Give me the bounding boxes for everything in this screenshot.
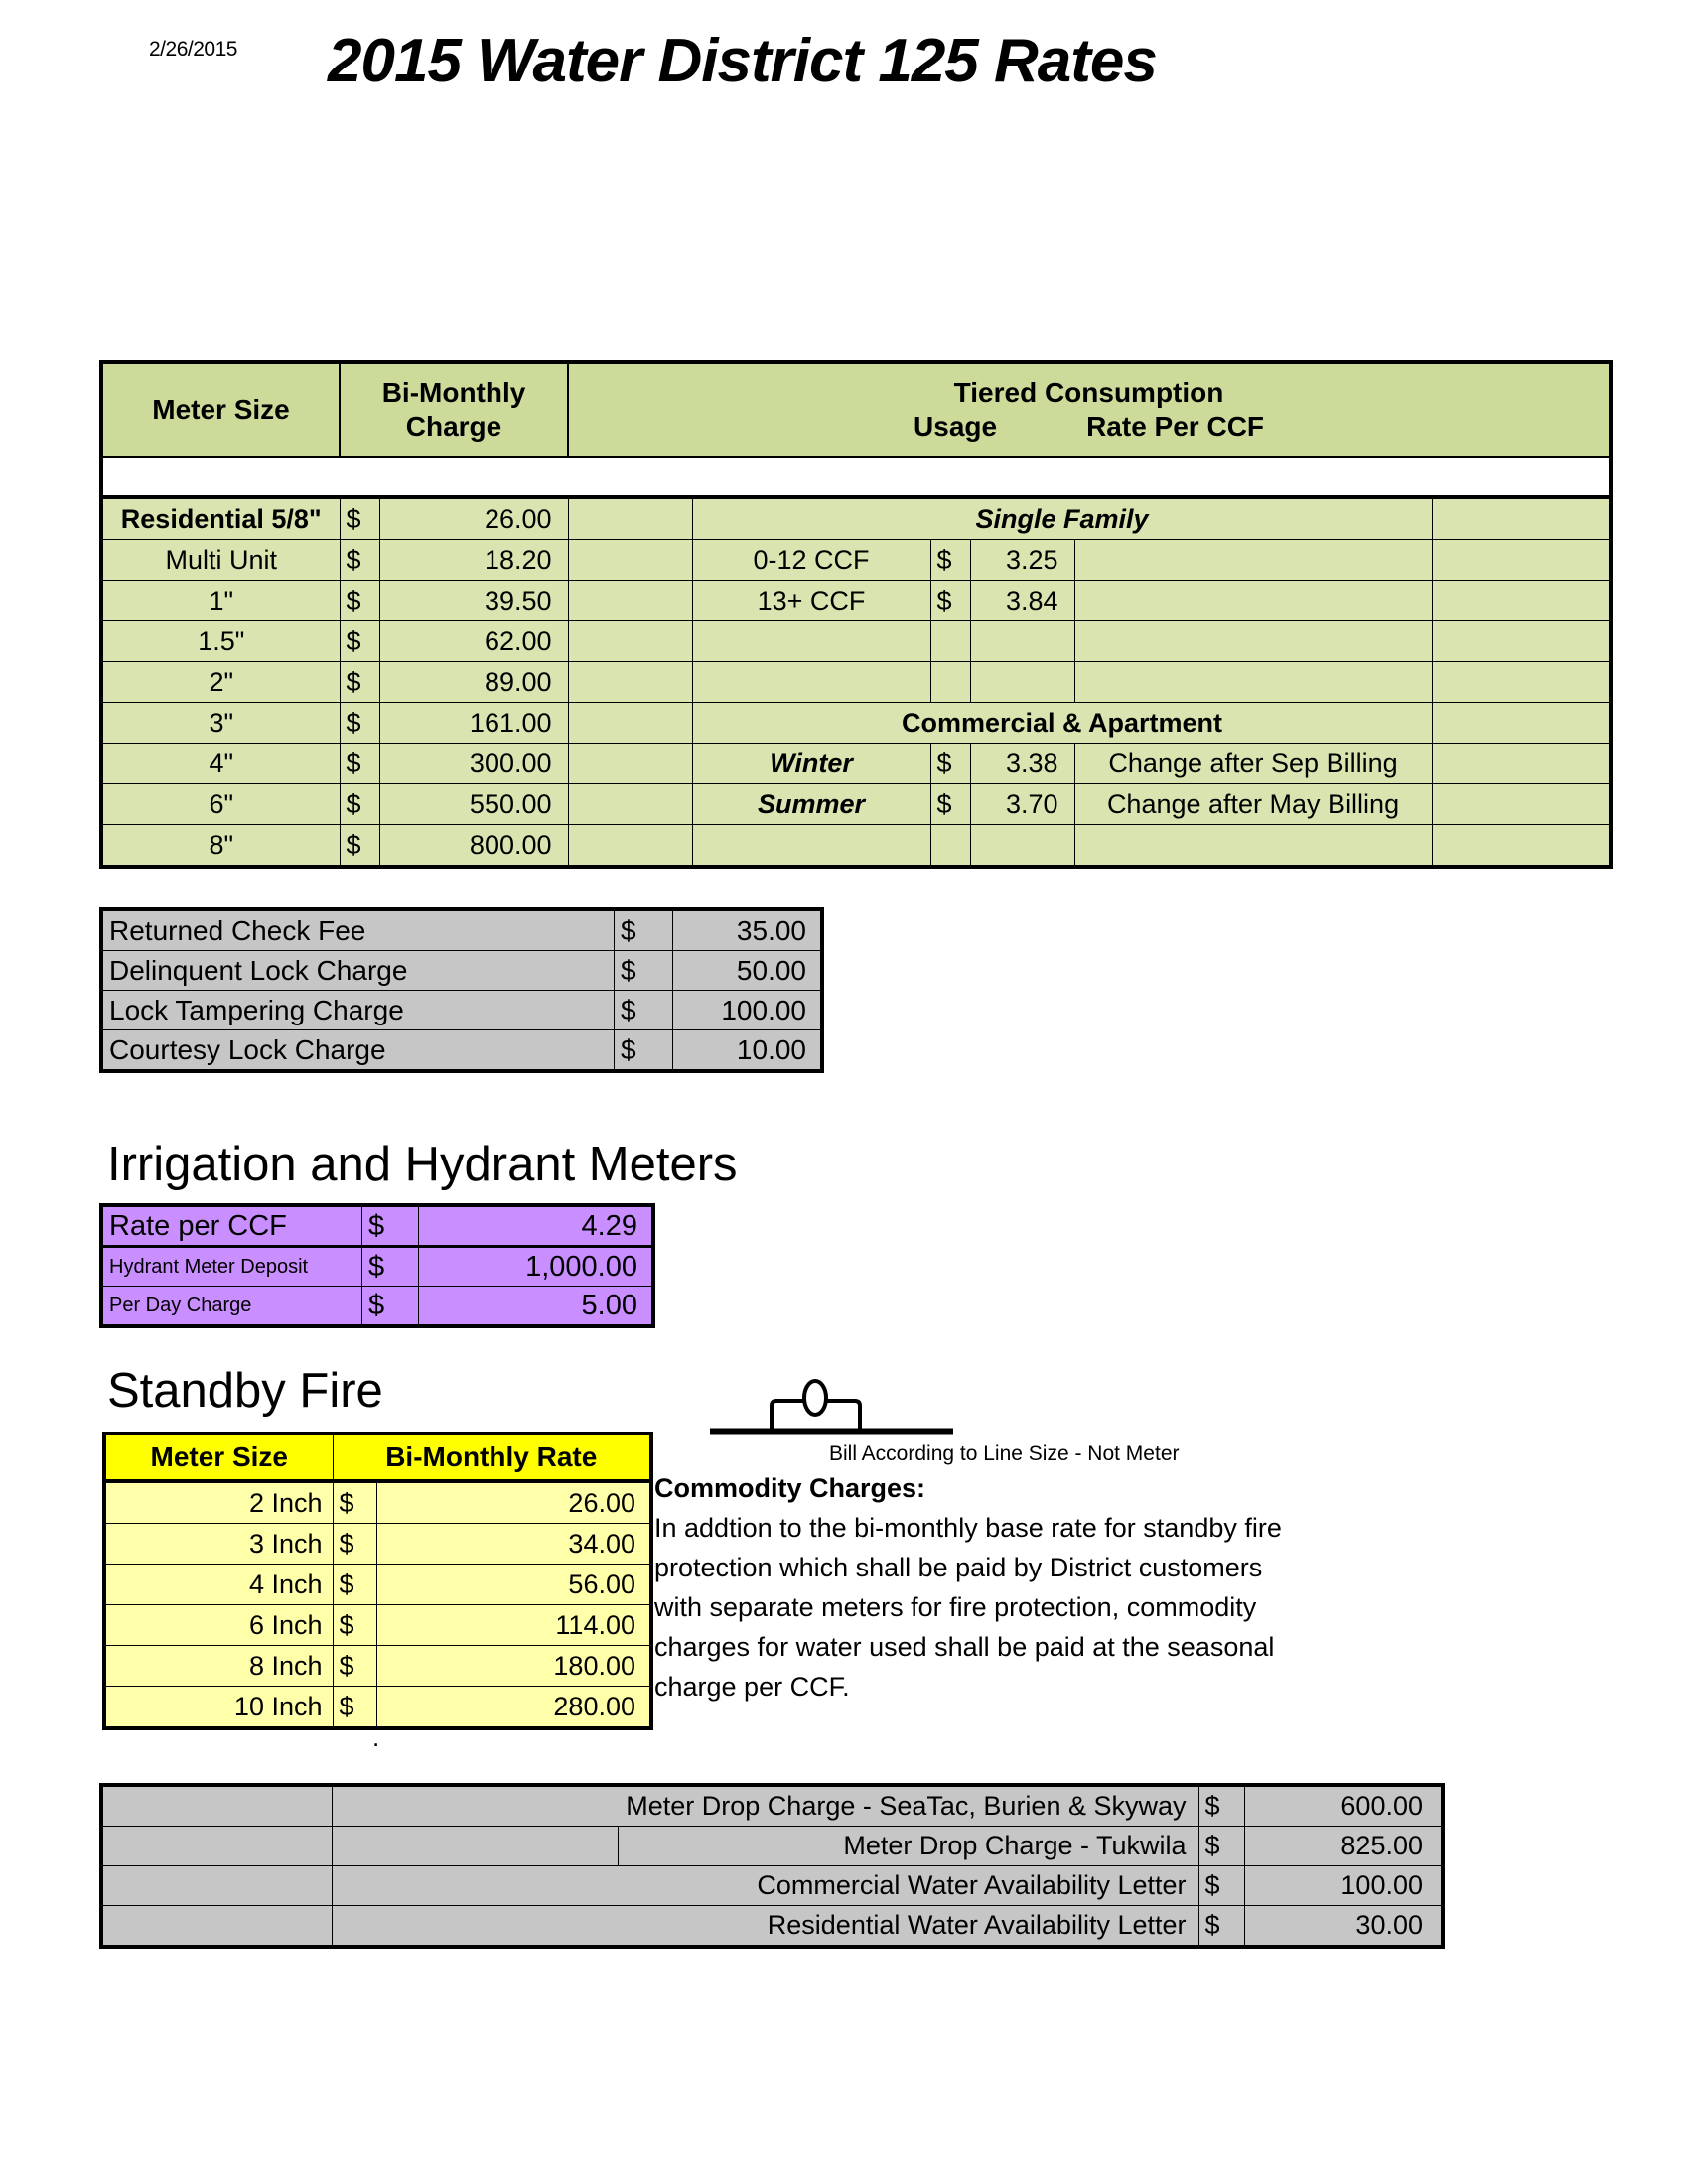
- cell-fee-amount: 50.00: [673, 951, 823, 991]
- cell-standby-amount: 56.00: [376, 1565, 651, 1605]
- cell-blank: [1432, 703, 1611, 744]
- misc-fees-table: [99, 907, 824, 1073]
- commodity-charges-block: [654, 1473, 1349, 1711]
- cell-meter-size: 6": [101, 784, 340, 825]
- cell-irrigation-label: Rate per CCF: [101, 1205, 362, 1247]
- cell-rate-dollar-sign: [930, 621, 970, 662]
- table-row: [101, 951, 822, 991]
- table-row: [101, 621, 1611, 662]
- document-date: 2/26/2015: [149, 38, 237, 61]
- cell-standby-amount: 114.00: [376, 1605, 651, 1646]
- table-row: [101, 909, 822, 951]
- table-row: [104, 1605, 651, 1646]
- cell-misc-label: Meter Drop Charge - Tukwila: [618, 1827, 1198, 1866]
- cell-blank: [568, 703, 692, 744]
- cell-rate-dollar-sign: [930, 825, 970, 868]
- cell-standby-amount: 180.00: [376, 1646, 651, 1687]
- cell-blank: [101, 1906, 332, 1948]
- cell-standby-amount: 26.00: [376, 1481, 651, 1524]
- table-row: [101, 1205, 653, 1247]
- cell-blank: [1432, 540, 1611, 581]
- table-row: [101, 744, 1611, 784]
- commodity-charges-line-2: protection which shall be paid by District customers: [654, 1553, 1263, 1582]
- cell-blank: [1432, 581, 1611, 621]
- header-standby-meter-size: Meter Size: [104, 1433, 333, 1481]
- cell-meter-size: Residential 5/8": [101, 497, 340, 540]
- table-row: [104, 1481, 651, 1524]
- cell-blank: [568, 825, 692, 868]
- cell-blank: [101, 1785, 332, 1827]
- spacer-cell: [101, 457, 1611, 497]
- cell-misc-amount: 825.00: [1244, 1827, 1443, 1866]
- cell-dollar-sign: $: [340, 662, 379, 703]
- cell-dollar-sign: $: [333, 1605, 376, 1646]
- table-row: [101, 1827, 1443, 1866]
- cell-rate-dollar-sign: [930, 662, 970, 703]
- cell-blank: [1432, 621, 1611, 662]
- table-row: [101, 1866, 1443, 1906]
- cell-blank: [332, 1827, 618, 1866]
- header-tiered-consumption-title: Tiered Consumption: [953, 376, 1224, 408]
- cell-dollar-sign: $: [333, 1646, 376, 1687]
- cell-blank: [568, 744, 692, 784]
- table-row: [104, 1524, 651, 1565]
- cell-rate-dollar-sign: $: [930, 784, 970, 825]
- cell-blank: [101, 1827, 332, 1866]
- cell-rate: 3.38: [970, 744, 1074, 784]
- cell-charge: 300.00: [379, 744, 568, 784]
- cell-irrigation-label: Per Day Charge: [101, 1287, 362, 1327]
- cell-blank: [568, 540, 692, 581]
- table-row: [101, 784, 1611, 825]
- table-row: [104, 1565, 651, 1605]
- table-row: [101, 662, 1611, 703]
- commodity-charges-line-1: In addtion to the bi-monthly base rate for standby fire: [654, 1513, 1282, 1543]
- cell-blank: [101, 1866, 332, 1906]
- cell-dollar-sign: $: [362, 1247, 419, 1287]
- cell-group-commercial-apartment: Commercial & Apartment: [692, 703, 1432, 744]
- table-row: [101, 540, 1611, 581]
- cell-misc-label: Commercial Water Availability Letter: [332, 1866, 1198, 1906]
- header-tiered-consumption: [568, 362, 1611, 457]
- cell-dollar-sign: $: [340, 581, 379, 621]
- cell-charge: 39.50: [379, 581, 568, 621]
- cell-dollar-sign: $: [362, 1205, 419, 1247]
- cell-standby-amount: 280.00: [376, 1687, 651, 1729]
- irrigation-hydrant-table: [99, 1203, 655, 1328]
- cell-standby-amount: 34.00: [376, 1524, 651, 1565]
- header-rate-per-ccf: Rate Per CCF: [1086, 411, 1265, 442]
- cell-misc-amount: 100.00: [1244, 1866, 1443, 1906]
- cell-fee-label: Lock Tampering Charge: [101, 991, 615, 1030]
- cell-rate: 3.84: [970, 581, 1074, 621]
- rates-table-spacer-row: [101, 457, 1611, 497]
- table-row: [101, 703, 1611, 744]
- header-usage: Usage: [914, 411, 998, 442]
- cell-blank: [1432, 825, 1611, 868]
- cell-fee-label: Courtesy Lock Charge: [101, 1030, 615, 1072]
- cell-note: [1074, 825, 1432, 868]
- cell-dollar-sign: $: [1198, 1785, 1244, 1827]
- cell-rate: 3.25: [970, 540, 1074, 581]
- diagram-caption: Bill According to Line Size - Not Meter: [829, 1442, 1180, 1465]
- cell-season-summer: Summer: [692, 784, 930, 825]
- cell-dollar-sign: $: [340, 744, 379, 784]
- cell-dollar-sign: $: [1198, 1906, 1244, 1948]
- cell-blank: [568, 784, 692, 825]
- cell-note: [1074, 540, 1432, 581]
- cell-dollar-sign: $: [340, 703, 379, 744]
- cell-dollar-sign: $: [340, 621, 379, 662]
- cell-standby-size: 3 Inch: [104, 1524, 333, 1565]
- cell-rate-dollar-sign: $: [930, 540, 970, 581]
- cell-meter-size: Multi Unit: [101, 540, 340, 581]
- cell-dollar-sign: $: [615, 951, 673, 991]
- header-bimonthly-charge-line2: Charge: [405, 411, 502, 442]
- cell-blank: [568, 662, 692, 703]
- table-row: [101, 1785, 1443, 1827]
- table-row: [101, 581, 1611, 621]
- cell-standby-size: 4 Inch: [104, 1565, 333, 1605]
- header-bimonthly-charge-line1: Bi-Monthly: [381, 376, 526, 408]
- cell-rate-dollar-sign: $: [930, 581, 970, 621]
- cell-usage: [692, 662, 930, 703]
- header-standby-bimonthly-rate: Bi-Monthly Rate: [333, 1433, 651, 1481]
- cell-group-single-family: Single Family: [692, 497, 1432, 540]
- cell-misc-amount: 600.00: [1244, 1785, 1443, 1827]
- meter-drop-and-letters-table: [99, 1783, 1445, 1949]
- cell-rate: 3.70: [970, 784, 1074, 825]
- cell-charge: 800.00: [379, 825, 568, 868]
- cell-note: [1074, 662, 1432, 703]
- stray-mark: .: [372, 1722, 380, 1752]
- cell-standby-size: 6 Inch: [104, 1605, 333, 1646]
- table-row: [101, 1287, 653, 1327]
- cell-rate: [970, 662, 1074, 703]
- cell-dollar-sign: $: [1198, 1866, 1244, 1906]
- cell-standby-size: 10 Inch: [104, 1687, 333, 1729]
- table-row: [101, 991, 822, 1030]
- cell-rate: [970, 621, 1074, 662]
- standby-fire-section-heading: Standby Fire: [107, 1364, 383, 1418]
- cell-charge: 26.00: [379, 497, 568, 540]
- standby-fire-table: [102, 1432, 653, 1730]
- cell-meter-size: 8": [101, 825, 340, 868]
- cell-misc-label: Residential Water Availability Letter: [332, 1906, 1198, 1948]
- table-row: [101, 497, 1611, 540]
- cell-blank: [568, 497, 692, 540]
- cell-irrigation-amount: 1,000.00: [419, 1247, 654, 1287]
- cell-dollar-sign: $: [333, 1524, 376, 1565]
- cell-dollar-sign: $: [340, 497, 379, 540]
- commodity-charges-line-3: with separate meters for fire protection, commodity: [654, 1592, 1257, 1622]
- cell-rate-dollar-sign: $: [930, 744, 970, 784]
- cell-fee-label: Delinquent Lock Charge: [101, 951, 615, 991]
- cell-dollar-sign: $: [340, 825, 379, 868]
- cell-blank: [568, 621, 692, 662]
- cell-dollar-sign: $: [333, 1481, 376, 1524]
- cell-usage: [692, 621, 930, 662]
- cell-meter-size: 1": [101, 581, 340, 621]
- standby-table-header-row: [104, 1433, 651, 1481]
- cell-charge: 62.00: [379, 621, 568, 662]
- table-row: [101, 1906, 1443, 1948]
- cell-charge: 89.00: [379, 662, 568, 703]
- cell-season-winter: Winter: [692, 744, 930, 784]
- header-meter-size: Meter Size: [101, 362, 340, 457]
- cell-dollar-sign: $: [333, 1565, 376, 1605]
- cell-blank: [1432, 497, 1611, 540]
- cell-blank: [1432, 784, 1611, 825]
- table-row: [104, 1646, 651, 1687]
- cell-charge: 18.20: [379, 540, 568, 581]
- cell-blank: [568, 581, 692, 621]
- irrigation-section-heading: Irrigation and Hydrant Meters: [107, 1138, 738, 1191]
- cell-rate: [970, 825, 1074, 868]
- cell-meter-size: 3": [101, 703, 340, 744]
- page-title: 2015 Water District 125 Rates: [328, 27, 1157, 95]
- cell-fee-amount: 35.00: [673, 909, 823, 951]
- cell-note: Change after May Billing: [1074, 784, 1432, 825]
- cell-dollar-sign: $: [362, 1287, 419, 1327]
- cell-note: [1074, 621, 1432, 662]
- water-meter-line-diagram: [710, 1376, 968, 1441]
- table-row: [101, 1030, 822, 1072]
- cell-dollar-sign: $: [615, 991, 673, 1030]
- cell-standby-size: 8 Inch: [104, 1646, 333, 1687]
- header-bimonthly-charge: [340, 362, 568, 457]
- commodity-charges-line-4: charges for water used shall be paid at the seasonal: [654, 1632, 1275, 1662]
- cell-irrigation-amount: 4.29: [419, 1205, 654, 1247]
- cell-dollar-sign: $: [340, 540, 379, 581]
- cell-usage: 0-12 CCF: [692, 540, 930, 581]
- rates-table-header-row: [101, 362, 1611, 457]
- cell-meter-size: 1.5": [101, 621, 340, 662]
- cell-dollar-sign: $: [333, 1687, 376, 1729]
- cell-standby-size: 2 Inch: [104, 1481, 333, 1524]
- cell-dollar-sign: $: [615, 1030, 673, 1072]
- cell-note: Change after Sep Billing: [1074, 744, 1432, 784]
- commodity-charges-title: Commodity Charges:: [654, 1473, 926, 1503]
- cell-blank: [1432, 662, 1611, 703]
- cell-note: [1074, 581, 1432, 621]
- cell-blank: [1432, 744, 1611, 784]
- cell-usage: [692, 825, 930, 868]
- cell-meter-size: 4": [101, 744, 340, 784]
- cell-fee-label: Returned Check Fee: [101, 909, 615, 951]
- cell-irrigation-label: Hydrant Meter Deposit: [101, 1247, 362, 1287]
- cell-dollar-sign: $: [340, 784, 379, 825]
- cell-usage: 13+ CCF: [692, 581, 930, 621]
- cell-dollar-sign: $: [1198, 1827, 1244, 1866]
- cell-misc-label: Meter Drop Charge - SeaTac, Burien & Skyway: [332, 1785, 1198, 1827]
- cell-fee-amount: 100.00: [673, 991, 823, 1030]
- cell-misc-amount: 30.00: [1244, 1906, 1443, 1948]
- cell-fee-amount: 10.00: [673, 1030, 823, 1072]
- cell-meter-size: 2": [101, 662, 340, 703]
- table-row: [101, 1247, 653, 1287]
- cell-charge: 550.00: [379, 784, 568, 825]
- commodity-charges-line-5: charge per CCF.: [654, 1672, 850, 1702]
- table-row: [101, 825, 1611, 868]
- cell-charge: 161.00: [379, 703, 568, 744]
- cell-dollar-sign: $: [615, 909, 673, 951]
- water-rates-table: [99, 360, 1613, 869]
- cell-irrigation-amount: 5.00: [419, 1287, 654, 1327]
